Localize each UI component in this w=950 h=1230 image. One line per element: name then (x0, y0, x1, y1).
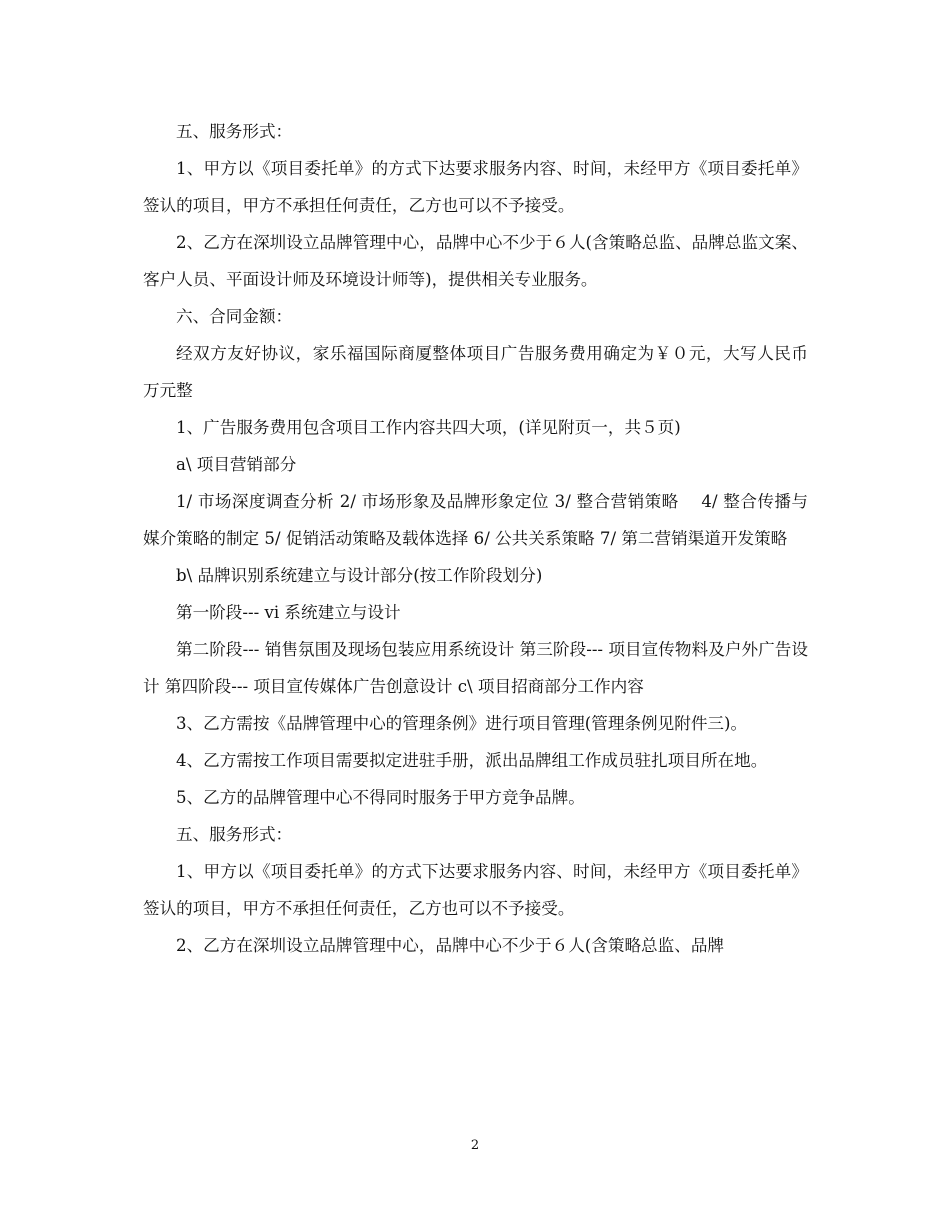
section-heading-contract-amount: 六、合同金额： (176, 307, 293, 326)
paragraph-marketing-list: 1/ 市场深度调查分析 2/ 市场形象及品牌形象定位 3/ 整合营销策略 4/ 整合传播与媒介策略的制定 5/ 促销活动策略及载体选择 6/ 公共关系策略 7/ 第二营销渠道开发策略 (143, 492, 808, 548)
page-number: 2 (470, 1138, 480, 1153)
paragraph-service-2-repeat: 2、乙方在深圳设立品牌管理中心，品牌中心不少于６人(含策略总监、品牌 (176, 936, 725, 955)
paragraph-stages: 第二阶段--- 销售氛围及现场包装应用系统设计 第三阶段--- 项目宣传物料及户外广告设计 第四阶段--- 项目宣传媒体广告创意设计 c\ 项目招商部分工作内容 (143, 640, 808, 696)
paragraph-service-1-repeat: 1、甲方以《项目委托单》的方式下达要求服务内容、时间，未经甲方《项目委托单》签认的项目，甲方不承担任何责任，乙方也可以不予接受。 (143, 862, 808, 918)
paragraph-contract-amount: 经双方友好协议，家乐福国际商厦整体项目广告服务费用确定为￥０元，大写人民币 万元整 (143, 344, 808, 400)
section-heading-service-form-repeat: 五、服务形式： (176, 825, 293, 844)
paragraph-brand-identity-part: b\ 品牌识别系统建立与设计部分(按工作阶段划分) (176, 566, 543, 585)
paragraph-onsite-manual: 4、乙方需按工作项目需要拟定进驻手册，派出品牌组工作成员驻扎项目所在地。 (176, 751, 768, 770)
paragraph-fee-items: 1、广告服务费用包含项目工作内容共四大项，(详见附页一，共５页) (176, 418, 681, 437)
document-body (143, 113, 808, 964)
paragraph-competition-clause: 5、乙方的品牌管理中心不得同时服务于甲方竞争品牌。 (176, 788, 585, 807)
section-heading-service-form: 五、服务形式： (176, 122, 293, 141)
paragraph-management-rules: 3、乙方需按《品牌管理中心的管理条例》进行项目管理(管理条例见附件三)。 (176, 714, 748, 733)
paragraph-marketing-part: a\ 项目营销部分 (176, 455, 297, 474)
paragraph-service-2: 2、乙方在深圳设立品牌管理中心，品牌中心不少于６人(含策略总监、品牌总监文案、客户人员、平面设计师及环境设计师等)，提供相关专业服务。 (143, 233, 808, 289)
paragraph-service-1: 1、甲方以《项目委托单》的方式下达要求服务内容、时间，未经甲方《项目委托单》签认的项目，甲方不承担任何责任，乙方也可以不予接受。 (143, 159, 808, 215)
paragraph-stage-one: 第一阶段--- vi 系统建立与设计 (176, 603, 401, 622)
